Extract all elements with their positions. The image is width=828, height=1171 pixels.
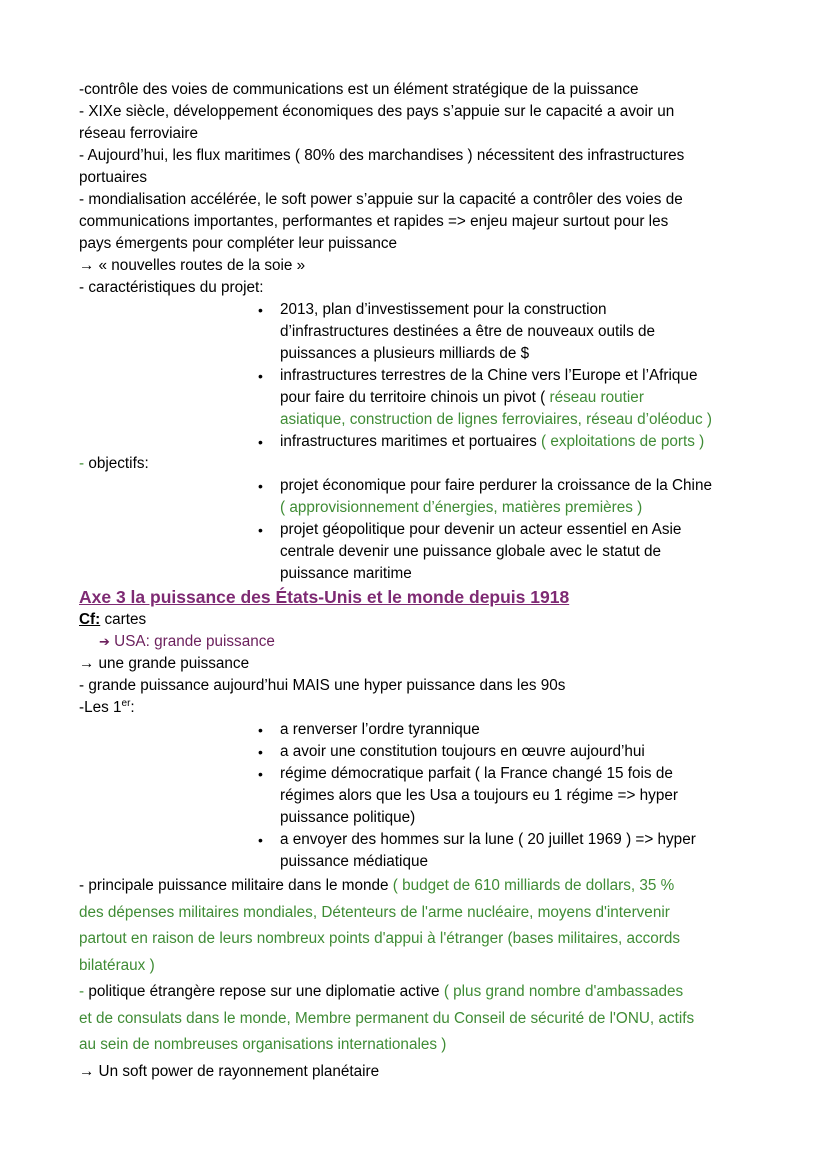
list-item-text: régimes alors que les Usa a toujours eu 1 régime => hyper — [280, 787, 678, 804]
bullet-icon: • — [258, 522, 263, 538]
bullet-icon: • — [258, 766, 263, 782]
intro-line-1: -contrôle des voies de communications est un élément stratégique de la puissance — [79, 81, 639, 98]
militaire-detail: ( budget de 610 milliards de dollars, 35 % — [392, 877, 675, 894]
diplomatie-dash: - — [79, 983, 89, 1000]
diplomatie-line-1 — [79, 979, 759, 1006]
objectifs-text: objectifs: — [84, 455, 149, 472]
intro-line-5: portuaires — [79, 169, 148, 186]
list-item-text: puissance médiatique — [280, 853, 428, 870]
cf-line — [79, 609, 759, 631]
bullet-icon: • — [258, 302, 263, 318]
intro-line-9: → « nouvelles routes de la soie » — [79, 257, 306, 274]
les-superscript: er — [121, 697, 131, 709]
objectifs-label — [79, 453, 759, 475]
list-item-text-part: infrastructures maritimes et portuaires — [280, 433, 541, 450]
les-premiers-label — [79, 697, 759, 719]
intro-line-2: - XIXe siècle, développement économiques des pays s’appuie sur le capacité a avoir un — [79, 103, 675, 120]
objectifs-dash: - — [79, 455, 85, 472]
list-item-text: 2013, plan d’investissement pour la construction — [280, 301, 607, 318]
list-item-text: projet économique pour faire perdurer la croissance de la Chine — [280, 477, 712, 494]
list-item-detail: ( approvisionnement d’énergies, matières premières ) — [280, 499, 643, 516]
bullet-icon: • — [258, 368, 263, 384]
list-item-detail: ( exploitations de ports ) — [540, 433, 705, 450]
bullet-icon: • — [258, 744, 263, 760]
list-item-detail: réseau routier — [549, 389, 644, 406]
diplomatie-detail: ( plus grand nombre d'ambassades — [443, 983, 684, 1000]
intro-line-4: - Aujourd’hui, les flux maritimes ( 80% des marchandises ) nécessitent des infrastructures — [79, 147, 685, 164]
list-item-text: a envoyer des hommes sur la lune ( 20 juillet 1969 ) => hyper — [280, 831, 696, 848]
intro-line-3: réseau ferroviaire — [79, 125, 199, 142]
les-prefix: -Les 1 — [79, 699, 122, 716]
list-item-text: puissance politique) — [280, 809, 416, 826]
list-item — [258, 365, 759, 431]
militaire-line-3: partout en raison de leurs nombreux points d'appui à l'étranger (bases militaires, accords — [79, 930, 681, 947]
list-item-text — [280, 387, 759, 409]
intro-line-7: communications importantes, performantes et rapides => enjeu majeur surtout pour les — [79, 213, 669, 230]
arrow-item — [79, 631, 759, 653]
bullet-icon: • — [258, 722, 263, 738]
list-item — [258, 719, 759, 741]
list-item — [258, 763, 759, 829]
intro-line-6: - mondialisation accélérée, le soft power s’appuie sur la capacité a contrôler des voies de — [79, 191, 683, 208]
cf-text: cartes — [100, 611, 147, 628]
arrow-item-text: USA: grande puissance — [114, 633, 275, 650]
cf-label: Cf: — [79, 611, 101, 628]
intro-line-10: - caractéristiques du projet: — [79, 279, 264, 296]
bullet-icon: • — [258, 832, 263, 848]
list-item — [258, 299, 759, 365]
militaire-line-2: des dépenses militaires mondiales, Détenteurs de l'arme nucléaire, moyens d'intervenir — [79, 903, 670, 921]
list-item-text: infrastructures terrestres de la Chine vers l’Europe et l’Afrique — [280, 367, 698, 384]
list-item — [258, 741, 759, 763]
premiers-list — [258, 719, 759, 873]
list-item-text: régime démocratique parfait ( la France changé 15 fois de — [280, 765, 673, 782]
list-item-text: puissance maritime — [280, 565, 412, 582]
list-item-text: d’infrastructures destinées a être de nouveaux outils de — [280, 323, 655, 340]
diplomatie-line-3: au sein de nombreuses organisations internationales ) — [79, 1036, 447, 1053]
list-item-detail: asiatique, construction de lignes ferroviaires, réseau d’oléoduc ) — [280, 411, 712, 428]
bullet-icon: • — [258, 434, 263, 450]
caracteristiques-list — [258, 299, 759, 453]
list-item-text: a avoir une constitution toujours en œuvre aujourd’hui — [280, 743, 645, 760]
militaire-line-1 — [79, 873, 759, 900]
list-item — [258, 519, 759, 585]
list-item — [258, 829, 759, 873]
conclusion-line: → Un soft power de rayonnement planétaire — [79, 1062, 380, 1080]
list-item-text: puissances a plusieurs milliards de $ — [280, 345, 530, 362]
section-heading: Axe 3 la puissance des États-Unis et le monde depuis 1918 — [79, 587, 570, 607]
axe3-line-b: - grande puissance aujourd’hui MAIS une hyper puissance dans les 90s — [79, 677, 566, 694]
militaire-text: - principale puissance militaire dans le monde — [79, 877, 393, 894]
militaire-line-4: bilatéraux ) — [79, 956, 155, 974]
list-item-text-part: pour faire du territoire chinois un pivot ( — [280, 389, 550, 406]
les-suffix: : — [130, 699, 135, 716]
list-item-text: centrale devenir une puissance globale avec le statut de — [280, 543, 661, 560]
intro-line-8: pays émergents pour compléter leur puissance — [79, 235, 398, 252]
list-item-text — [280, 431, 759, 453]
arrow-right-icon: ➔ — [99, 634, 110, 649]
objectifs-list — [258, 475, 759, 585]
list-item-text: projet géopolitique pour devenir un acteur essentiel en Asie — [280, 521, 682, 538]
list-item — [258, 475, 759, 519]
diplomatie-text: politique étrangère repose sur une diplomatie active — [88, 983, 444, 1000]
axe3-line-a: → une grande puissance — [79, 655, 250, 672]
document-page — [79, 79, 759, 1085]
list-item — [258, 431, 759, 453]
list-item-text: a renverser l’ordre tyrannique — [280, 721, 480, 738]
diplomatie-line-2: et de consulats dans le monde, Membre permanent du Conseil de sécurité de l'ONU, actifs — [79, 1009, 695, 1027]
bullet-icon: • — [258, 478, 263, 494]
